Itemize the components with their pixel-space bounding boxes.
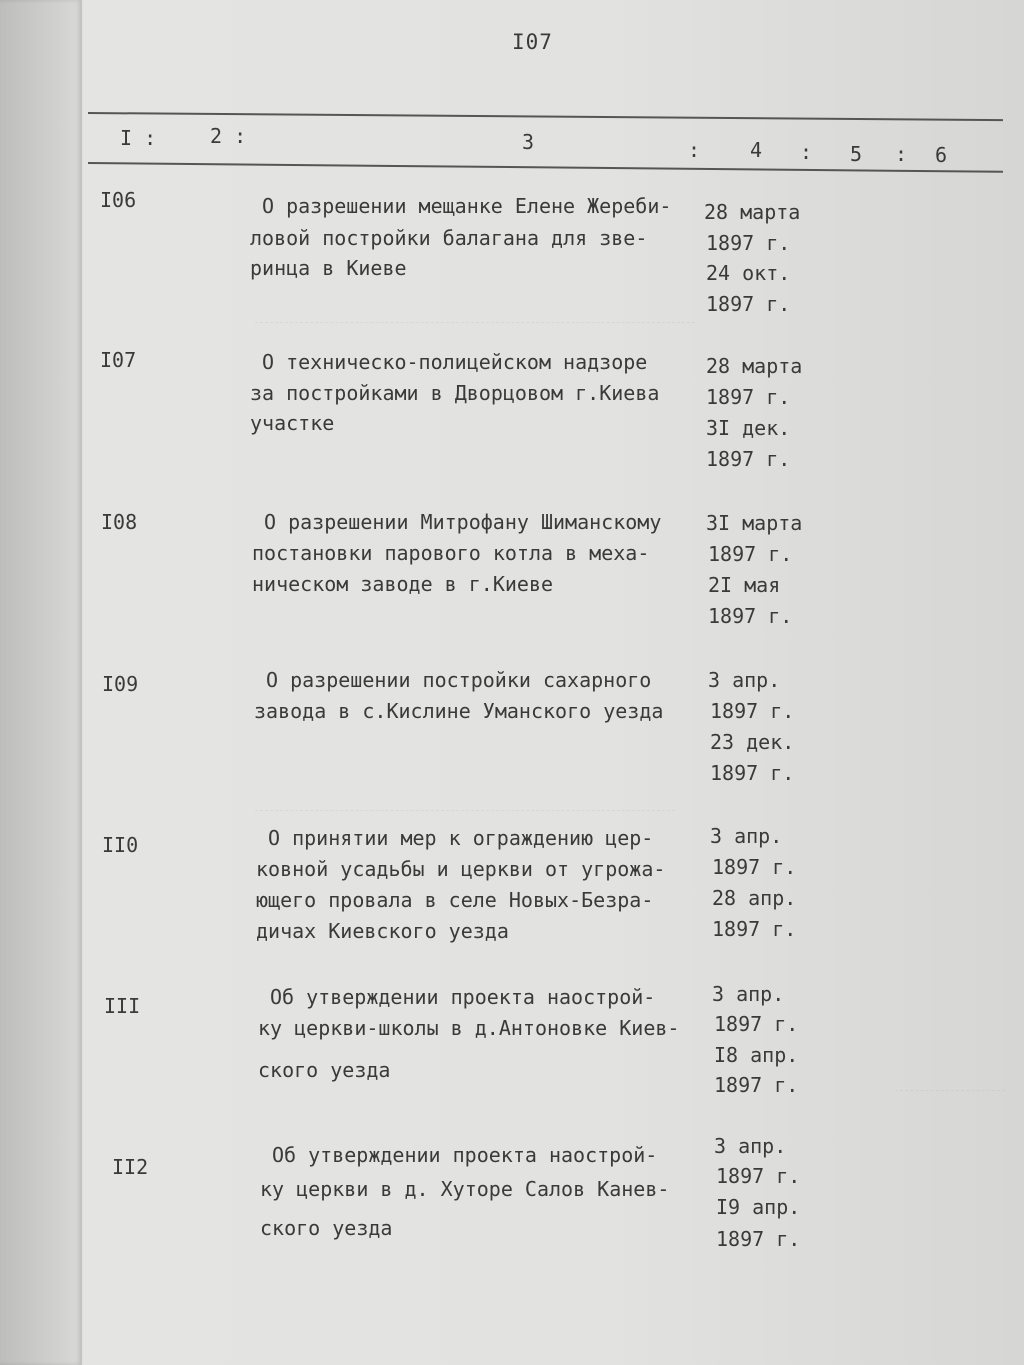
bleed-through-artifact [895,1000,1005,1091]
header-rule-top [88,112,1003,121]
column-header-6: 6 [935,143,948,167]
row-title-line: ку церкви-школы в д.Антоновке Киев- [258,1016,680,1040]
row-date-line: 3I марта [706,511,803,535]
row-title-line: за постройками в Дворцовом г.Киева [250,381,660,405]
row-number: II2 [112,1155,149,1179]
row-title-line: О принятии мер к ограждению цер- [268,826,654,850]
row-date-line: 1897 г. [710,699,795,723]
column-header-3: 3 [522,130,535,154]
row-date-line: 1897 г. [706,292,791,316]
row-title-line: завода в с.Кислине Уманского уезда [254,699,664,723]
row-title-line: О техническо-полицейском надзоре [262,350,648,374]
column-separator: : [688,138,701,162]
row-date-line: 24 окт. [706,261,791,285]
row-date-line: 28 апр. [712,886,797,910]
row-date-line: 28 марта [706,354,803,378]
row-number: I08 [101,510,138,534]
row-title-line: ского уезда [260,1216,393,1240]
row-date-line: 3 апр. [714,1134,787,1158]
row-date-line: 1897 г. [708,542,793,566]
row-date-line: 1897 г. [714,1012,799,1036]
row-title-line: ку церкви в д. Хуторе Салов Канев- [260,1177,670,1201]
row-date-line: 1897 г. [708,604,793,628]
row-date-line: 28 марта [704,200,801,224]
row-number: I07 [100,348,137,372]
row-date-line: I8 апр. [714,1043,799,1067]
row-number: II0 [102,833,139,857]
column-header-4: 4 [750,138,763,162]
row-date-line: 1897 г. [712,855,797,879]
binding-gutter [0,0,82,1365]
row-number: I09 [102,672,139,696]
row-date-line: 23 дек. [710,730,795,754]
row-title-line: Об утверждении проекта наострой- [270,985,656,1009]
column-header-5: 5 [850,142,863,166]
row-date-line: 2I мая [708,573,781,597]
row-title-line: участке [250,411,335,435]
row-date-line: 3 апр. [710,824,783,848]
row-date-line: 1897 г. [706,231,791,255]
row-date-line: 1897 г. [716,1227,801,1251]
row-title-line: ническом заводе в г.Киеве [252,572,554,596]
row-date-line: 1897 г. [706,385,791,409]
header-rule-bottom [88,162,1003,173]
row-date-line: 3I дек. [706,416,791,440]
row-title-line: О разрешении мещанке Елене Жереби- [262,194,672,218]
row-title-line: О разрешении постройки сахарного [266,668,652,692]
row-date-line: 1897 г. [716,1164,801,1188]
row-title-line: ского уезда [258,1058,391,1082]
row-date-line: 1897 г. [712,917,797,941]
row-date-line: 1897 г. [710,761,795,785]
row-title-line: ринца в Киеве [250,256,407,280]
row-title-line: ловой постройки балагана для зве- [250,226,648,250]
row-date-line: 3 апр. [712,982,785,1006]
row-date-line: 1897 г. [714,1073,799,1097]
row-title-line: Об утверждении проекта наострой- [272,1143,658,1167]
row-number: I06 [100,188,137,212]
row-title-line: О разрешении Митрофану Шиманскому [264,510,662,534]
column-separator: : [800,140,813,164]
row-title-line: ковной усадьбы и церкви от угрожа- [256,857,666,881]
column-header-2: 2 : [210,124,247,148]
column-header-1: I : [120,126,157,150]
row-title-line: ющего провала в селе Новых-Безра- [256,888,654,912]
column-separator: : [895,142,908,166]
row-date-line: 3 апр. [708,668,781,692]
row-date-line: I9 апр. [716,1195,801,1219]
row-title-line: постановки парового котла в меха- [252,541,650,565]
row-number: III [104,994,141,1018]
row-date-line: 1897 г. [706,447,791,471]
page-number: I07 [512,30,553,54]
row-title-line: дичах Киевского уезда [256,919,509,943]
